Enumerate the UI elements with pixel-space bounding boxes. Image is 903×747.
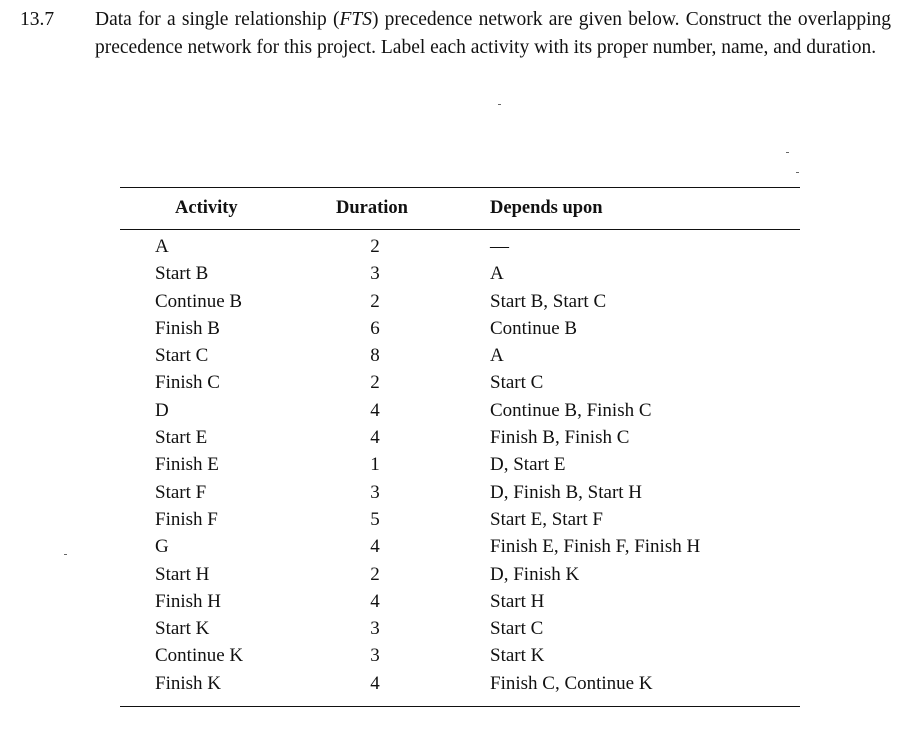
cell-activity: Finish E <box>155 454 219 476</box>
cell-activity: Start K <box>155 618 210 640</box>
cell-activity: Start H <box>155 563 210 585</box>
table-row <box>120 562 800 589</box>
table-row <box>120 370 800 397</box>
cell-activity: Start B <box>155 263 209 285</box>
cell-activity: Continue B <box>155 290 243 312</box>
cell-depends-upon: Start C <box>490 372 544 394</box>
cell-duration: 4 <box>370 536 380 558</box>
cell-depends-upon: A <box>490 345 504 367</box>
cell-depends-upon: Finish C, Continue K <box>490 672 653 694</box>
cell-activity: Finish H <box>155 590 221 612</box>
table-row <box>120 261 800 288</box>
cell-depends-upon: Continue B <box>490 317 578 339</box>
cell-depends-upon: Start C <box>490 618 544 640</box>
header-depends-upon: Depends upon <box>490 198 603 218</box>
problem-number: 13.7 <box>20 9 55 30</box>
problem-text <box>95 6 891 61</box>
cell-activity: G <box>155 536 169 558</box>
cell-activity: Finish F <box>155 508 218 530</box>
header-duration: Duration <box>336 198 408 218</box>
cell-depends-upon: D, Finish K <box>490 563 580 585</box>
cell-activity: Finish B <box>155 317 220 339</box>
cell-depends-upon: Continue B, Finish C <box>490 399 652 421</box>
cell-depends-upon: Start K <box>490 645 545 667</box>
cell-activity: Finish K <box>155 672 221 694</box>
cell-duration: 3 <box>370 645 380 667</box>
table-row <box>120 425 800 452</box>
cell-duration: 4 <box>370 399 380 421</box>
cell-duration: 3 <box>370 618 380 640</box>
table-row <box>120 589 800 616</box>
scan-speck <box>64 554 67 555</box>
cell-depends-upon: Start H <box>490 590 545 612</box>
cell-depends-upon: Start B, Start C <box>490 290 607 312</box>
cell-duration: 2 <box>370 372 380 394</box>
table-row <box>120 507 800 534</box>
cell-activity: A <box>155 236 169 257</box>
table-row <box>120 534 800 561</box>
cell-duration: 1 <box>370 454 380 476</box>
cell-activity: D <box>155 399 169 421</box>
cell-depends-upon: D, Finish B, Start H <box>490 481 643 503</box>
table-header <box>120 188 800 229</box>
table-row <box>120 671 800 698</box>
scan-speck <box>498 104 501 105</box>
cell-duration: 3 <box>370 263 380 285</box>
table-row <box>120 234 800 261</box>
precedence-data-table <box>120 187 800 707</box>
cell-duration: 4 <box>370 672 380 694</box>
cell-duration: 2 <box>370 236 380 257</box>
cell-duration: 5 <box>370 508 380 530</box>
cell-duration: 6 <box>370 317 380 339</box>
cell-duration: 2 <box>370 290 380 312</box>
cell-depends-upon: Finish E, Finish F, Finish H <box>490 536 701 558</box>
scan-speck <box>786 152 789 153</box>
table-row <box>120 289 800 316</box>
table-body <box>120 234 800 698</box>
table-header-rule <box>120 229 800 230</box>
cell-activity: Finish C <box>155 372 220 394</box>
table-row <box>120 398 800 425</box>
table-row <box>120 452 800 479</box>
cell-depends-upon: Finish B, Finish C <box>490 427 630 449</box>
cell-activity: Start E <box>155 427 208 449</box>
cell-duration: 4 <box>370 427 380 449</box>
problem-text-italic: FTS <box>339 9 372 30</box>
cell-depends-upon: Start E, Start F <box>490 508 603 530</box>
cell-duration: 2 <box>370 563 380 585</box>
table-row <box>120 616 800 643</box>
table-row <box>120 643 800 670</box>
cell-depends-upon: — <box>490 236 509 257</box>
cell-duration: 3 <box>370 481 380 503</box>
cell-activity: Start C <box>155 345 209 367</box>
problem-text-end: ) precedence network are given below. Construct the overlapping precedence network for this project. Label each activity with its proper number, name, and duration. <box>95 9 891 58</box>
cell-depends-upon: D, Start E <box>490 454 566 476</box>
scan-speck <box>796 172 799 173</box>
header-activity: Activity <box>175 198 238 218</box>
cell-duration: 4 <box>370 590 380 612</box>
cell-activity: Continue K <box>155 645 244 667</box>
table-row <box>120 480 800 507</box>
problem-text-start: Data for a single relationship ( <box>95 9 340 30</box>
table-bottom-rule <box>120 706 800 707</box>
table-row <box>120 316 800 343</box>
table-row <box>120 343 800 370</box>
cell-depends-upon: A <box>490 263 504 285</box>
cell-duration: 8 <box>370 345 380 367</box>
cell-activity: Start F <box>155 481 207 503</box>
